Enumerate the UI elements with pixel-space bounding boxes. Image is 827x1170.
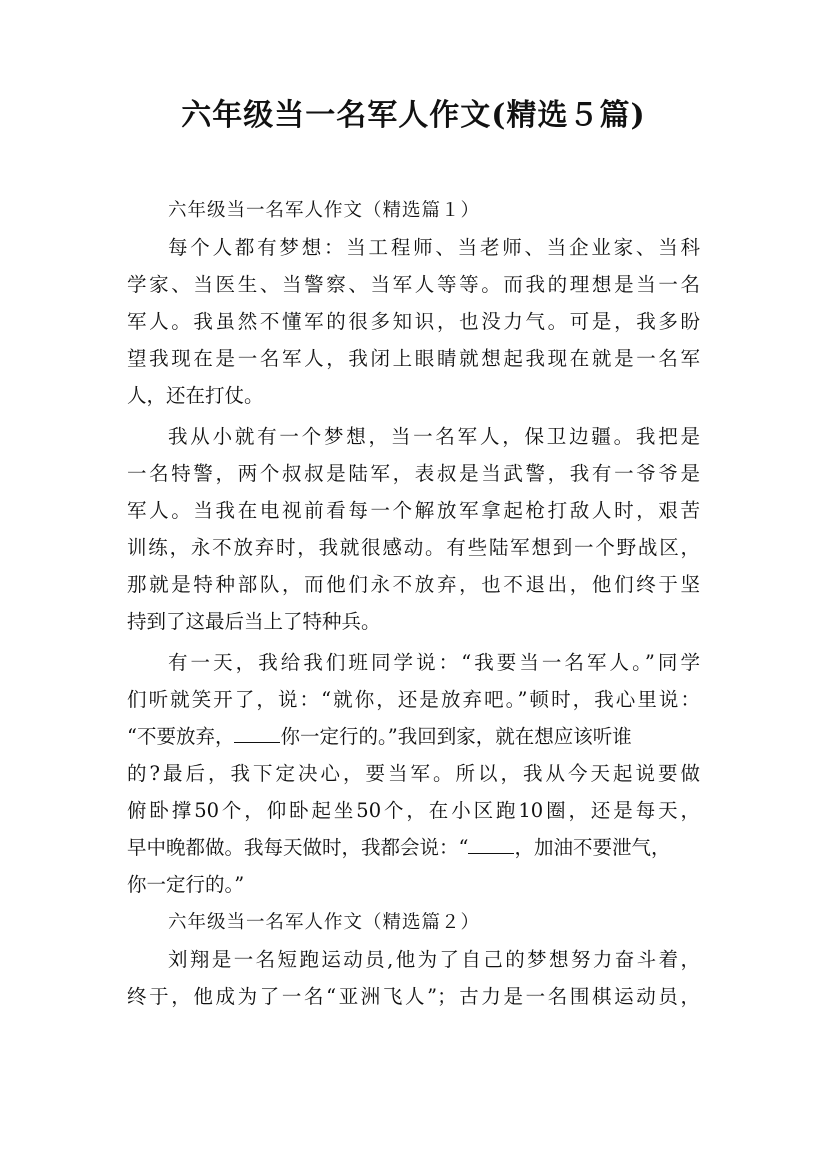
section-heading-1: 六年级当一名军人作文（精选篇１） (168, 200, 481, 221)
paragraph-line: 训练，永不放弃时，我就很感动。有些陆军想到一个野战区， (127, 536, 700, 559)
line-segment: 早中晚都做。我每天做时，我都会说：“ (127, 836, 469, 859)
paragraph-line: 我从小就有一个梦想，当一名军人，保卫边疆。我把是 (168, 425, 700, 448)
paragraph-line: 持到了这最后当上了特种兵。 (127, 610, 381, 633)
paragraph-line: 学家、当医生、当警察、当军人等等。而我的理想是当一名 (127, 273, 700, 296)
paragraph-line: 终于，他成为了一名“亚洲飞人”；古力是一名围棋运动员， (127, 985, 700, 1008)
section-heading-2: 六年级当一名军人作文（精选篇２） (168, 912, 481, 933)
paragraph-line: 军人。当我在电视前看每一个解放军拿起枪打敌人时，艰苦 (127, 499, 700, 522)
paragraph-line: 俯卧撑50个，仰卧起坐50个，在小区跑10圈，还是每天， (127, 799, 700, 822)
paragraph-line: 刘翔是一名短跑运动员,他为了自己的梦想努力奋斗着， (168, 948, 700, 971)
paragraph-line: 望我现在是一名军人，我闭上眼睛就想起我现在就是一名军 (127, 347, 700, 370)
paragraph-line: 人，还在打仗。 (127, 384, 264, 407)
fill-in-blank (468, 835, 514, 854)
paragraph-line: 一名特警，两个叔叔是陆军，表叔是当武警，我有一爷爷是 (127, 462, 700, 485)
paragraph-line: 每个人都有梦想：当工程师、当老师、当企业家、当科 (168, 236, 700, 259)
paragraph-line-with-blank (127, 834, 671, 862)
line-segment: ，加油不要泄气， (514, 836, 671, 859)
fill-in-blank (234, 724, 280, 743)
line-segment: “不要放弃， (127, 725, 235, 748)
paragraph-line: 军人。我虽然不懂军的很多知识，也没力气。可是，我多盼 (127, 310, 700, 333)
document-title: 六年级当一名军人作文(精选５篇) (181, 98, 646, 133)
paragraph-line: 你一定行的。” (127, 873, 245, 896)
paragraph-line: 们听就笑开了，说：“就你，还是放弃吧。”顿时，我心里说： (127, 688, 700, 711)
paragraph-line: 那就是特种部队，而他们永不放弃，也不退出，他们终于坚 (127, 573, 700, 596)
paragraph-line: 的?最后，我下定决心，要当军。所以，我从今天起说要做 (127, 762, 700, 785)
line-segment: 你一定行的。”我回到家，就在想应该听谁 (280, 725, 632, 748)
paragraph-line: 有一天，我给我们班同学说：“我要当一名军人。”同学 (168, 651, 700, 674)
paragraph-line-with-blank (127, 723, 632, 751)
